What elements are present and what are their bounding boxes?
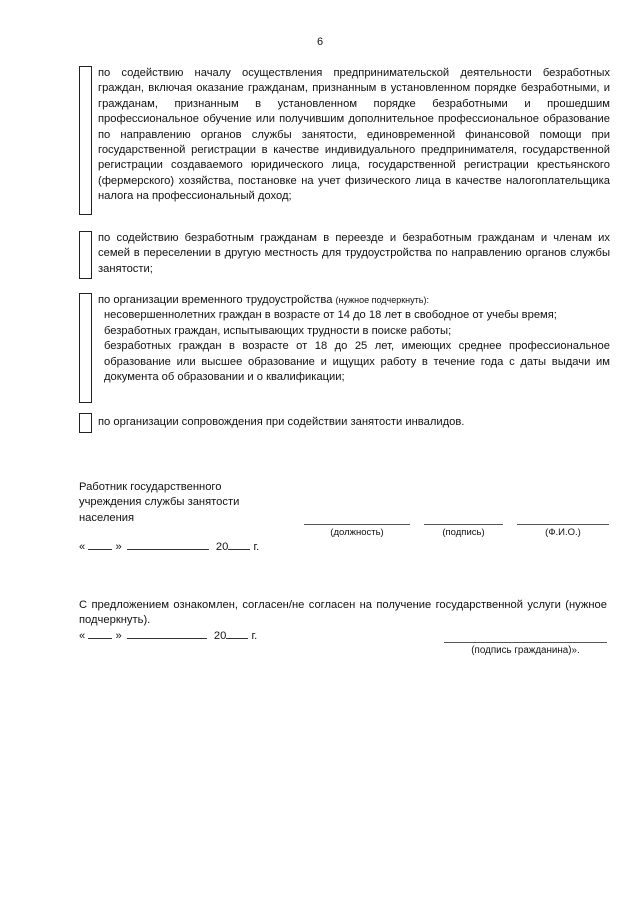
option-temporary-employment <box>79 293 610 385</box>
option-checkbox[interactable] <box>79 293 92 403</box>
position-caption: (должность) <box>330 527 384 538</box>
option-subitem: безработных граждан в возрасте от 18 до 25 лет, имеющих среднее профессиональное образование или высшее образование и ищущих работу в течение года с даты выдачи им документа об образовании и о квалификации; <box>104 340 610 384</box>
option-text: по содействию началу осуществления предпринимательской деятельности безработных граждан, включая оказание гражданам, признанным в установленном порядке безработными, и гражданам, признанным в установленном порядке безработными и прошедшим профессиональное обучение или получившим дополнительное профессиональное образование по направлению органов службы занятости, единовременной финансовой помощи при государственной регистрации в качестве индивидуального предпринимателя, государственной регистрации создаваемого юридического лица, государственной регистрации крестьянского (фермерского) хозяйства, постановке на учет физического лица в качестве налогоплательщика налога на профессиональный доход; <box>98 67 610 203</box>
day-blank[interactable] <box>88 549 112 550</box>
page-number: 6 <box>316 36 324 48</box>
option-start-business <box>79 66 610 205</box>
option-disabled-support <box>79 413 610 430</box>
worker-label: Работник государственного учреждения службы занятости населения <box>79 481 240 524</box>
option-subitem: несовершеннолетних граждан в возрасте от 14 до 18 лет в свободное от учебы время; <box>104 309 557 322</box>
position-line[interactable] <box>304 524 410 525</box>
signature-caption: (подпись) <box>442 527 485 538</box>
day-blank[interactable] <box>88 638 112 639</box>
option-checkbox[interactable] <box>79 231 92 279</box>
option-text: по организации сопровождения при содействии занятости инвалидов. <box>98 416 465 428</box>
option-note: (нужное подчеркнуть): <box>335 295 429 305</box>
option-text <box>98 293 610 385</box>
citizen-signature-caption: (подпись гражданина)». <box>471 645 580 656</box>
signature-line[interactable] <box>424 524 503 525</box>
option-relocation <box>79 231 610 277</box>
citizen-signature-line[interactable] <box>444 642 607 643</box>
option-checkbox[interactable] <box>79 66 92 215</box>
name-line[interactable] <box>517 524 609 525</box>
option-checkbox[interactable] <box>79 413 92 433</box>
acknowledgement-text: С предложением ознакомлен, согласен/не согласен на получение государственной услуги (нужное подчеркнуть). <box>79 599 607 627</box>
month-blank[interactable] <box>127 549 209 550</box>
option-text: по содействию безработным гражданам в переезде и безработным гражданам и членам их семей в переселении в другую местность для трудоустройства по направлению органов службы занятости; <box>98 232 610 275</box>
year-blank[interactable] <box>228 549 250 550</box>
option-title: по организации временного трудоустройства <box>98 294 333 306</box>
citizen-date: « » 20 г. <box>79 630 258 642</box>
option-subitem: безработных граждан, испытывающих трудности в поиске работы; <box>104 324 452 337</box>
year-blank[interactable] <box>226 638 248 639</box>
worker-date: « » 20 г. <box>79 541 260 553</box>
month-blank[interactable] <box>127 638 207 639</box>
name-caption: (Ф.И.О.) <box>545 527 581 538</box>
